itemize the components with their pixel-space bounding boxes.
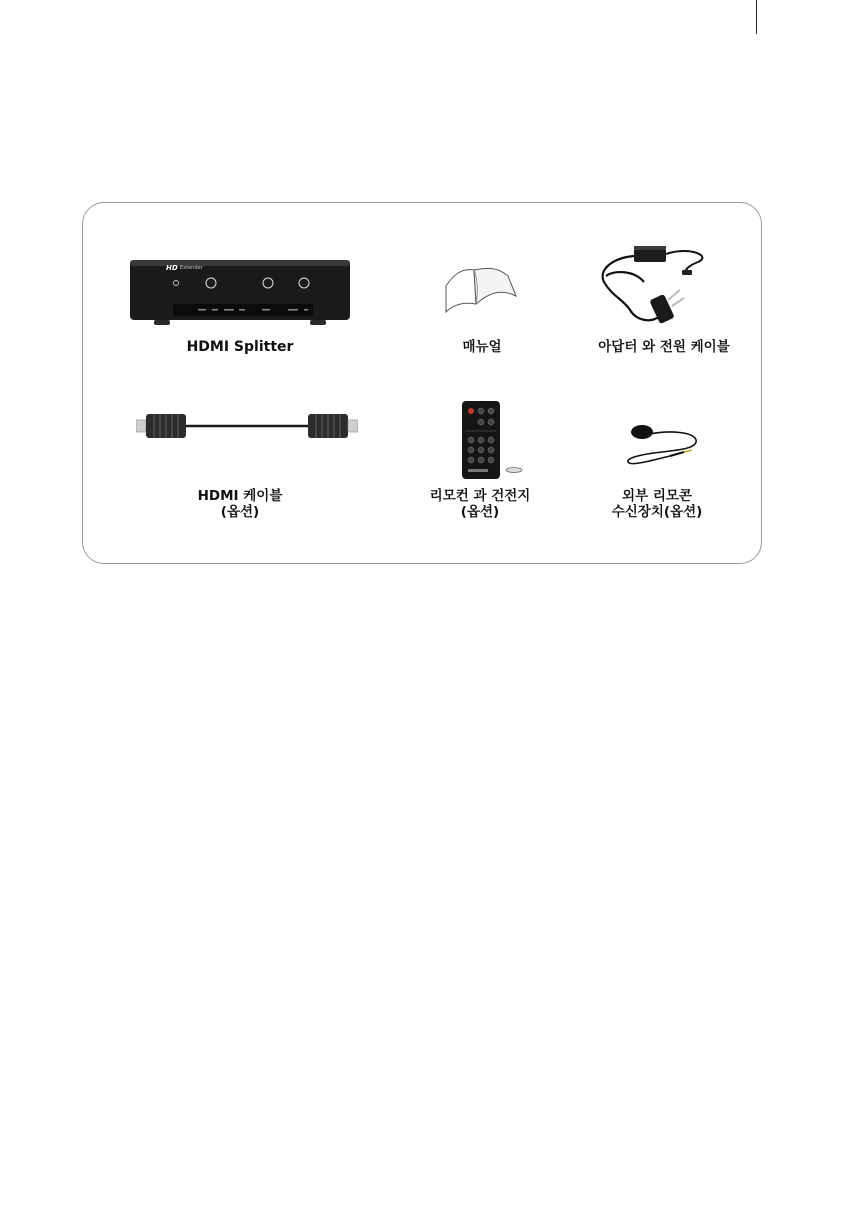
page-edge-line [756, 0, 757, 34]
caption-hdmi-splitter: HDMI Splitter [186, 339, 294, 355]
adapter-image [594, 240, 714, 332]
hdmi-splitter-image [128, 258, 352, 328]
caption-ir-receiver: 외부 리모콘 수신장치(옵션) [611, 488, 703, 520]
caption-manual: 매뉴얼 [462, 339, 502, 355]
caption-hdmi-cable: HDMI 케이블 (옵션) [197, 488, 283, 520]
manual-image [440, 260, 522, 316]
remote-image [460, 400, 524, 480]
caption-remote: 리모컨 과 건전지 (옵션) [429, 488, 531, 520]
device-brand-label: HD [166, 264, 178, 272]
hdmi-cable-image [136, 408, 358, 444]
ir-receiver-image [622, 420, 702, 466]
device-model-label: Extender [180, 265, 203, 271]
caption-adapter: 아답터 와 전원 케이블 [598, 339, 730, 355]
